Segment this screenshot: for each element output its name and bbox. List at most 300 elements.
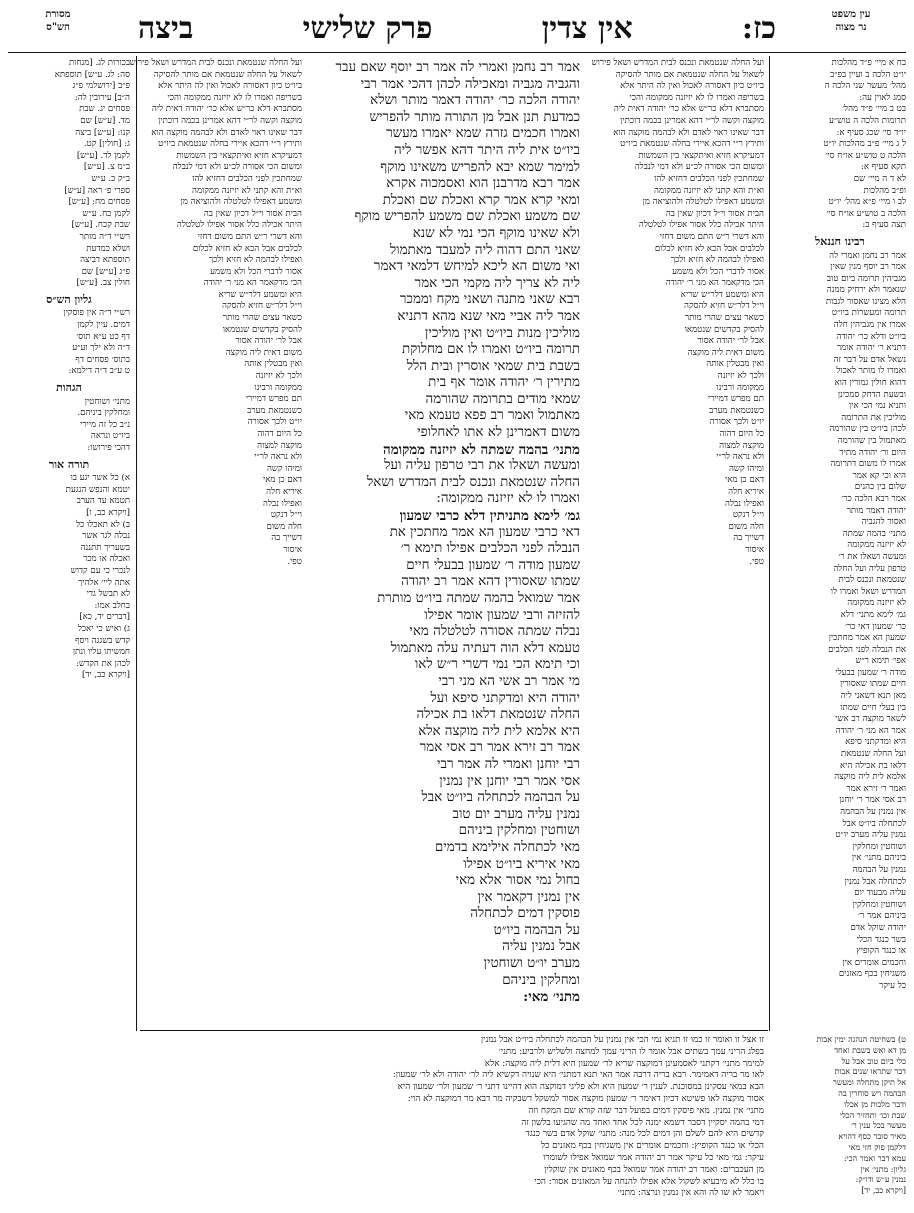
rashi-line: מסתברא דלא כר״ש אלא כר׳ יהודה דאית ליה bbox=[151, 104, 302, 115]
rashi-line: וי״ל דלר״ש חזיא להסקה bbox=[222, 301, 302, 312]
rabbenu-chananel-line: ואמר ר׳ זירא אמר bbox=[846, 783, 906, 794]
rabbenu-chananel-line: עליה מבעוד יום bbox=[854, 888, 906, 899]
ein-mishpat-line: ל ג מיי׳ פ״ב מהלכות יו״ט bbox=[823, 139, 906, 150]
gemara-line: על הבהמה ביו״ט bbox=[493, 922, 580, 938]
gemara-line: שמאי מודים בתרומה שהורמה bbox=[425, 391, 580, 407]
tosafot-line: ומשמע דאפילו לטלטלה ולהוציאה מן bbox=[642, 197, 764, 208]
gilyon-line: ט ע״ב ד״ה דילמא: bbox=[68, 366, 130, 377]
rabbenu-chananel-line: אמר רב נחמן ואמרי לה bbox=[829, 250, 906, 261]
rabbenu-chananel-line: נמנין על הבהמה bbox=[852, 864, 906, 875]
gemara-line: מערב יו״ט ושוחטין bbox=[483, 956, 580, 972]
rabbenu-chananel-line: ביו״ט ודלא כר׳ יהודה bbox=[836, 331, 906, 342]
rabbenu-chananel-line: שמעון הא אמר מחתכין bbox=[828, 633, 906, 644]
rashi-line: כל היום דהוה bbox=[257, 429, 302, 439]
gemara-line: ושוחטין ומחלקין ביניהם bbox=[458, 823, 580, 839]
header-rule bbox=[8, 52, 906, 53]
gemara-line: ואמרו חכמים גזרה שמא יאמרו מעשר bbox=[386, 126, 580, 142]
tosafot-line: ואפילו נבלה bbox=[725, 498, 764, 509]
ein-mishpat-line: תקא סעיף א: bbox=[861, 162, 906, 173]
ein-mishpat-line: יו״ד סי׳ שכג סעיף א: bbox=[836, 127, 906, 138]
gemara-line: בחול נמי אסור אלא מאי bbox=[455, 873, 580, 889]
gemara-line: מוליכין מנות ביו״ט ואין מוליכין bbox=[424, 325, 580, 341]
rabbenu-chananel-line: המדרש ושאל ואמרו לו bbox=[830, 586, 906, 597]
rabbenu-chananel-line: דלאו בת אכילה היא bbox=[839, 760, 906, 771]
rabbenu-chananel-line: ומעשה ושאלו את ר׳ bbox=[838, 551, 906, 562]
tosafot-line: אסור לדברי הכל ולא משמע bbox=[672, 266, 764, 277]
rabbenu-chananel-line: מגביהין תרומה ביום טוב bbox=[826, 273, 906, 284]
ein-mishpat-line: בט ב מיי׳ פ״ד מהל׳ bbox=[842, 104, 906, 115]
mesorat-line: פסחים יג. שבת bbox=[79, 104, 130, 115]
mesorat-line: ג: [חולין] קט. bbox=[83, 139, 130, 150]
gemara-line: להזיזה ורבי שמעון אומר אפילו bbox=[424, 607, 580, 623]
gemara-line: החלה שנטמאת דלאו בת אכילה bbox=[416, 707, 580, 723]
mesorat-line: פסחים מח: [ע״ש] bbox=[68, 197, 130, 208]
rabbenu-chananel-line: יהודה שוקל אדם bbox=[850, 922, 906, 933]
gemara-line: דאי כרבי שמעון הא אמר מחתכין את bbox=[389, 524, 580, 540]
ein-mishpat-line: מהל׳ מעשר שני הלכה ה bbox=[824, 81, 906, 92]
rashi-line: ותירץ ר״י דהכא איירי בחלה שנטמאת ביו״ט bbox=[158, 139, 302, 150]
gemara-line: והגביה מגביה ומאכילה לכהן דהכי אמר רבי bbox=[360, 76, 580, 92]
tractate-name: ביצה bbox=[138, 10, 194, 46]
rashi-line: משום דאית ליה מוקצה bbox=[225, 347, 302, 358]
bottom-commentary-line: קדשים היא להם לשלם והן דמים לכל מנה: מתני׳ שוקל אדם בשר כנגד bbox=[525, 1129, 764, 1140]
mesorat-line: מד. [ע״ש] שם bbox=[80, 115, 130, 126]
haggahot-heading: הגהות bbox=[56, 381, 82, 395]
ein-mishpat-line: תרומות הלכה ה טוש״ע bbox=[828, 115, 906, 126]
bottom-commentary bbox=[140, 1035, 764, 1207]
rashi-line: ביו״ט כיון דאסורה לאכול ואין לה היתר אלא bbox=[158, 81, 302, 92]
torah-or-line: [ויקרא כב, ו] bbox=[86, 507, 130, 518]
ein-mishpat-line: הלכה ב טוש״ע או״ח סי׳ bbox=[826, 208, 906, 219]
rashi-line: איריא חלה bbox=[266, 486, 302, 497]
bottom-commentary-line: בפלג הריני עמך בשתים אבל אומר לו הריני עמך למחצה ולשליש ולרביע: מתני׳ bbox=[498, 1046, 764, 1057]
torah-or-line: [ויקרא כב, יד] bbox=[81, 670, 130, 681]
hashas-label: הש"ס bbox=[46, 22, 70, 33]
gemara-line: אמר רב נחמן ואמרי לה אמר רב יוסף שאם עבר bbox=[335, 60, 580, 75]
gilyon-line: ד״ה ולא ילך וע״ע bbox=[72, 343, 130, 354]
rashi-line: ועל החלה שנטמאת ונכנס לבית המדרש ושאל פירוש bbox=[129, 58, 302, 68]
torah-or-line: לא תבשל גדי bbox=[86, 589, 130, 600]
gemara-line: אמר רב זירא אמר רב אסי אמר bbox=[419, 740, 580, 756]
rabbenu-chananel-line: ותניא נמי הכי אין bbox=[849, 401, 906, 412]
tosafot-line: היא ומשמע דלר״ש שריא bbox=[680, 289, 764, 300]
tosafot-line: שמחתכין לפני הכלבים דחזיא להו bbox=[654, 173, 764, 184]
gemara-line: שם משמע ואכלת שם משמע להפריש מוקף bbox=[354, 209, 580, 225]
gemara-line: מאי איריא ביו״ט אפילו bbox=[463, 856, 580, 872]
rabbenu-chananel-line: לכהן ביו״ט בין שהורמה bbox=[829, 424, 906, 435]
side-note-line: עמא דבר ואמר הכי: bbox=[843, 1153, 906, 1163]
tosafot-line: טפי. bbox=[749, 556, 764, 567]
tosafot-line: ולא נראה לר״י bbox=[716, 452, 764, 463]
torah-or-line: תטמא עד הערב bbox=[76, 496, 130, 507]
mesorat-line: ושלא כמדעת bbox=[86, 243, 130, 254]
tosafot-line: לשאול על החלה שנטמאת אם מותר להסיקה bbox=[615, 69, 764, 80]
bottom-side-notes bbox=[770, 1035, 906, 1207]
gemara-line: שאני התם דהוה ליה למעבד מאתמול bbox=[389, 242, 580, 258]
rabbenu-chananel-line: אין נמנין על הבהמה bbox=[840, 807, 906, 817]
torah-or-line: אתה ליי׳ אלהיך bbox=[78, 577, 130, 588]
tosafot-line: כשאר עצים שהרי מותר bbox=[684, 313, 764, 324]
rabbenu-chananel-line: שלום בין כהנים bbox=[854, 482, 906, 493]
gemara-line: על הבהמה לכתחלה ביו״ט אבל bbox=[421, 790, 580, 806]
gemara-line: פוסקין דמים לכתחלה bbox=[470, 906, 580, 922]
running-title bbox=[138, 8, 776, 48]
rabbenu-chananel-line: טרפון עליה ועל החלה bbox=[833, 563, 906, 574]
rabbenu-chananel-line: לא יזיזנה ממקומה bbox=[847, 540, 906, 551]
rabbenu-chananel-line: או כנגד הקופיץ bbox=[856, 946, 906, 957]
torah-or-line: יטמא והנפש הנגעת bbox=[65, 484, 130, 495]
rabbenu-chananel-line: אמרו לו משום דתרומה bbox=[830, 459, 906, 470]
rashi-line: אסור לדברי הכל ולא משמע bbox=[210, 266, 302, 277]
tosafot-line: מוקצה למצוה bbox=[719, 440, 764, 451]
mesorat-label: מסורת bbox=[45, 9, 71, 20]
gemara-line: למימר שמא יבא להפריש משאינו מוקף bbox=[380, 159, 580, 175]
bottom-rule bbox=[140, 1030, 768, 1031]
rashi-line: דשייך בה bbox=[271, 533, 302, 544]
gemara-line: אמר ליה אביי מאי שנא מהא דתניא bbox=[397, 308, 580, 324]
bottom-commentary-line: מן העכברים: ואמר רב יהודה אמר שמואל בכף מאזנים אין שוקלין bbox=[544, 1164, 764, 1175]
rabbenu-chananel-line: תרומה ומעשרות ביו״ט bbox=[831, 308, 906, 319]
side-note-line: אל תיקן מתחלה ומעשר bbox=[832, 1078, 906, 1088]
tosafot-line: בשריפה ואמרו לו לא יזיזנה ממקומה והכי bbox=[629, 92, 764, 103]
mesorat-line: חולין צב. [ע״ש] bbox=[76, 278, 130, 289]
gilyon-line: בתוס׳ פסחים דף bbox=[75, 354, 130, 365]
tosafot-line: לכלבים אבל הכא לא חזיא לכלום bbox=[654, 243, 764, 254]
rabbenu-chananel-line: וחכמים אומרים אין bbox=[842, 957, 906, 968]
gemara-line: שמתו שאסורין דהא אמר רב יהודה bbox=[401, 574, 580, 590]
tosafot-line: יו״ט ולכך אסורה bbox=[709, 417, 764, 428]
torah-or-heading: תורה אור bbox=[48, 457, 90, 471]
rabbenu-chananel-line: רב אסי אמר ר׳ יוחנן bbox=[839, 795, 906, 806]
column-rule-left bbox=[136, 56, 137, 1031]
ner-mitzvah-label: נר מצוה bbox=[835, 22, 867, 33]
rabbenu-chananel-line: היום ור׳ יהודה מתיר bbox=[839, 447, 906, 458]
gilyon-line: דף כט ע״א תוס׳ bbox=[76, 331, 130, 342]
rabbenu-chananel-line: לשאר מוקצה רב אשי bbox=[835, 714, 906, 725]
mesorat-line: ב״מ צ. [ע״ש] bbox=[83, 162, 130, 173]
gemara-main-text bbox=[316, 60, 580, 1006]
rashi-line: דבר שאינו ראוי לאדם ולא לבהמה מוקצה הוא bbox=[151, 127, 302, 138]
mesorat-line: ה״ב] עירובין לה: bbox=[74, 92, 130, 103]
side-note-line: ודבר מלכות מן אכלו bbox=[844, 1099, 906, 1109]
rabbenu-chananel-line: נמנין עליה מערב יו״ט bbox=[835, 830, 906, 841]
gemara-line: גמ׳ לימא מתניתין דלא כרבי שמעון bbox=[399, 508, 580, 525]
rabbenu-chananel-line: אמר רב יוסף מנין שאין bbox=[830, 262, 906, 273]
torah-or-line: לכהן את הקדש: bbox=[76, 658, 130, 669]
rabbenu-chananel-line: לכתחלה אבל נמנין bbox=[844, 876, 906, 887]
bottom-commentary-line: אסור מוקצה לאו פשיטא דכיון דאימר ר׳ שמעון מוקצה אסור למשקל דשבקיה מר דבא מר דמוקצה לא הוי: bbox=[407, 1093, 764, 1104]
rashi-line: ומשום הכי אסורה לכ״ע ולא דמי לנבלה bbox=[172, 162, 302, 173]
tosafot-line: ואפילו לבהמה לא חזיא ולכך bbox=[670, 255, 764, 266]
gemara-line: מתירין ר׳ יהודה אומר אף בית bbox=[428, 375, 580, 391]
tosafot-line: כל היום דהוה bbox=[719, 429, 764, 439]
gilyon-line: רש״י ד״ה אין פוסקין bbox=[63, 308, 130, 319]
gemara-line: תרומה ביו״ט ואמרו לו אם מחלוקת bbox=[401, 342, 580, 358]
rashi-line: ואפילו נבלה bbox=[263, 498, 302, 509]
tosafot-line: ואין מבטלין אותה bbox=[706, 359, 764, 370]
side-note-line: מעשר בכל ענין ר׳ bbox=[850, 1121, 906, 1131]
rashi-line: להסיק בקדשים שנטמאו bbox=[222, 324, 302, 335]
rashi-line: והא דשרי ר״ש התם משום דחזי bbox=[197, 231, 302, 242]
haggahot-line: נ״ב כל זה מיירי bbox=[79, 419, 130, 430]
ein-mishpat-line: לב ו מיי׳ פ״א מהל׳ יו״ט bbox=[828, 197, 906, 208]
ein-mishpat-heading bbox=[796, 8, 906, 34]
rashi-line: בשריפה ואמרו לו לא יזיזנה ממקומה והכי bbox=[167, 92, 302, 103]
bottom-commentary-line: עיקר: גמ׳ מאי כל עיקר אמר רב יהודה אמר שמואל אפילו לשומרו bbox=[543, 1152, 764, 1163]
ein-mishpat-line: לא ד ה מיי׳ שם bbox=[853, 173, 906, 184]
gemara-line: הנבלה לפני הכלבים אפילו תימא ר׳ bbox=[400, 541, 580, 557]
gemara-line: וכי תימא הכי נמי דשרי ר״ש לאו bbox=[414, 657, 580, 673]
side-note-line: כלי ביום טוב אבל על bbox=[841, 1056, 906, 1066]
rashi-line: הבית אסור וי״ל דכיון שאין בה bbox=[203, 208, 302, 219]
mesorat-line: פ״ב [ירושלמי פ״ג bbox=[72, 81, 130, 92]
tosafot-line: דאם כן מאי bbox=[724, 475, 764, 486]
tosafot-line: ועל החלה שנטמאת ונכנס לבית המדרש ושאל פירוש bbox=[591, 58, 764, 68]
rabbenu-chananel-line: דהוא חולין גמורין הוא bbox=[834, 378, 906, 389]
rashi-line: ומשמע דאפילו לטלטלה ולהוציאה מן bbox=[180, 197, 302, 208]
bottom-commentary-line: זו אצל זו ואומר זו כמו זו תניא נמי הכי אין נמנין על הבהמה לכתחלה ביו״ט אבל נמנין bbox=[480, 1035, 764, 1045]
ein-mishpat-column bbox=[774, 58, 906, 1028]
mesorat-line: בכורות לג. [מנחות bbox=[68, 58, 130, 68]
torah-or-line: א) כל אשר יגע בו bbox=[70, 473, 130, 484]
mesorat-line: לקמן לד. [ע״ש] bbox=[76, 150, 130, 161]
rabbenu-chananel-line: כל עיקר bbox=[879, 980, 906, 991]
tosafot-line: דשייך בה bbox=[733, 533, 764, 544]
rashi-line: חלה משום bbox=[266, 521, 302, 532]
rabbenu-chananel-line: בין בעלי חיים שמתו bbox=[840, 702, 906, 713]
rashi-line: ולא נראה לר״י bbox=[254, 452, 302, 463]
rashi-line: ולכך לא יזיזנה bbox=[255, 371, 302, 382]
bottom-commentary-line: לאו מר בריה דאמימר. רבא בריה דרבה אמר האי תנא דמתני׳ היא שנויה דקשיא ליה לר׳ יהודה ולא לר׳ שמעון: bbox=[392, 1070, 764, 1081]
tosafot-line: ומשום הכי אסורה לכ״ע ולא דמי לנבלה bbox=[634, 162, 764, 173]
gemara-line: נמנין עליה מערב יום טוב bbox=[452, 806, 580, 822]
bottom-commentary-line: למימר מתני׳ דקתני לאסמעינן דמוקצה שריא לר׳ שמעון היא דלית ליה מוקצה: אלא bbox=[484, 1058, 764, 1069]
rashi-line: יו״ט ולכך אסורה bbox=[247, 417, 302, 428]
tosafot-line: חלה משום bbox=[728, 521, 764, 532]
haggahot-line: דהכי פירושו: bbox=[87, 443, 130, 453]
rabbenu-chananel-line: משגיחין בכף מאזנים bbox=[838, 969, 906, 980]
rashi-line: איסור bbox=[283, 544, 302, 555]
gemara-line: שמעון מודה ר׳ שמעון בבעלי חיים bbox=[406, 557, 580, 573]
bottom-commentary-line: בו כלל לא מיבעיא לשקול אלא אפילו להנחה על המאזנים אסור: הכי bbox=[534, 1176, 764, 1187]
gemara-line: מתני׳ מאי: bbox=[523, 989, 580, 1006]
rashi-line: מוקצה למצוה bbox=[257, 440, 302, 451]
rabbenu-chananel-line: בשר כנגד הכלי bbox=[856, 934, 906, 945]
gemara-line: רבי יוחנן ואמרי לה אמר רבי bbox=[436, 756, 580, 772]
folio-number: כז: bbox=[741, 10, 776, 46]
gemara-line: מאי לכתחלה אילימא בדמים bbox=[434, 839, 580, 855]
column-rule-right bbox=[769, 56, 770, 1031]
haggahot-line: מתני׳ ושוחטין bbox=[84, 396, 130, 407]
page-header bbox=[8, 6, 906, 52]
mesorat-line: פ״ג [ע״ש] שם bbox=[81, 266, 130, 277]
tosafot-line: וא״ת והא קתני לא יזיזנה ממקומה bbox=[654, 185, 764, 196]
gemara-line: יהודה היא ומדקתני סיפא ועל bbox=[430, 690, 580, 706]
rashi-line: ממקומה ורבינו bbox=[254, 382, 302, 393]
rabbenu-chananel-line: מתני׳ בהמה שמתה bbox=[842, 528, 906, 539]
gemara-line: מתני׳ בהמה שמתה לא יזיזנה ממקומה bbox=[383, 441, 580, 458]
gemara-line: טעמא דלא הוה דעתיה עלה מאתמול bbox=[390, 640, 580, 656]
gemara-line: אסי אמר רבי יוחנן אין נמנין bbox=[439, 773, 580, 789]
rashi-line: היתר אכילה כלל אסור אפילו לטלטלה bbox=[176, 220, 302, 231]
gemara-line: רבא שאני מתנה ושאני מקח וממכר bbox=[399, 292, 580, 308]
rabbenu-chananel-line: ושוחטין ומחלקין bbox=[852, 841, 906, 852]
torah-or-line: קדש בשגגה ויסף bbox=[75, 635, 130, 646]
tosafot-line: איסור bbox=[745, 544, 764, 555]
mesorat-line: קנו: [ע״ש] ביצה bbox=[75, 127, 130, 138]
rashi-line: כשאר עצים שהרי מותר bbox=[222, 313, 302, 324]
rashi-line: וי״ל דנקט bbox=[270, 510, 302, 521]
gemara-line: ואמרו לו לא יזיזנה ממקומה: bbox=[436, 491, 580, 507]
rabbenu-chananel-line: ביניהם מתני׳ אין bbox=[851, 853, 906, 864]
ein-mishpat-label: עין משפט bbox=[831, 9, 871, 20]
gemara-line: ומאי קרא אמר קרא ואכלת שם ואכלת bbox=[382, 192, 580, 208]
side-note-line: גליון: מתני׳ אין bbox=[860, 1164, 906, 1174]
bottom-commentary-line: הכלי או כנגד הקופיץ: וחכמים אומרים אין משגיחין בכף מאזנים כל bbox=[540, 1141, 764, 1152]
torah-or-line: בחלב אמו: bbox=[94, 600, 130, 611]
tosafot-line: איריא חלה bbox=[728, 486, 764, 497]
rashi-line: דמעיקרא חזיא ואיתקצאי בין השמשות bbox=[176, 150, 302, 161]
side-note-line: ט) בשחיטה הנהגה ימין אבות bbox=[816, 1035, 906, 1044]
torah-or-line: נבלה לגר אשר bbox=[82, 531, 130, 542]
rashi-line: כשנטמאת מערב bbox=[247, 405, 302, 416]
side-note-line: דלקמן פוק חזי מאי bbox=[848, 1142, 906, 1152]
chapter-title: אין צדין bbox=[541, 10, 633, 46]
rabbenu-chananel-line: ביניהם אמר ר׳ bbox=[858, 911, 906, 922]
gilyon-hashas-heading: גליון הש״ס bbox=[46, 292, 92, 306]
rashi-line: ומיהו קשה bbox=[266, 463, 302, 474]
gemara-line: יהודה הלכה כר׳ יהודה דאמר מותר ושלא bbox=[370, 93, 580, 109]
tosafot-line: והא דשרי ר״ש התם משום דחזי bbox=[659, 231, 764, 242]
rashi-line: ואפילו לבהמה לא חזיא ולכך bbox=[208, 255, 302, 266]
side-note-line: מאיר סובר כסף דהויא bbox=[838, 1132, 906, 1142]
chapter-number: פרק שלישי bbox=[302, 10, 433, 46]
bottom-commentary-line: דמי בהמה יסקיין דסבר דשמא ימנה לכל אחד ואחד מה שהגיעו בלשון זה bbox=[521, 1117, 764, 1128]
rashi-line: לשאול על החלה שנטמאת אם מותר להסיקה bbox=[153, 69, 302, 80]
tosafot-line: היתר אכילה כלל אסור אפילו לטלטלה bbox=[638, 220, 764, 231]
rabbenu-chananel-line: אמרו אין מגביהין חלה bbox=[833, 320, 906, 331]
tosafot-line: להסיק בקדשים שנטמאו bbox=[684, 324, 764, 335]
rashi-line: לכלבים אבל הכא לא חזיא לכלום bbox=[192, 243, 302, 254]
tosafot-line: משום דאית ליה מוקצה bbox=[687, 347, 764, 358]
rabbenu-chananel-line: ואמרו לו מותר לאכול bbox=[836, 366, 906, 377]
rabbenu-chananel-line: לא יזיזנה ממקומה bbox=[847, 598, 906, 609]
ein-mishpat-line: יו״ט הלכה ב ועיין בפ״ב bbox=[830, 69, 906, 80]
rabbenu-chananel-line: ואסור להגביה bbox=[861, 517, 906, 528]
rabbenu-chananel-line: נשאל אדם על דבר זה bbox=[833, 354, 906, 365]
torah-or-line: לנכרי כי עם קדוש bbox=[70, 565, 130, 576]
rabbenu-chananel-line: ועל החלה שנטמאת bbox=[840, 749, 906, 760]
tosafot-line: דבר שאינו ראוי לאדם ולא לבהמה מוקצה הוא bbox=[613, 127, 764, 138]
tosafot-line: אבל לר׳ יהודה אסור bbox=[697, 336, 764, 347]
tosafot-line: ממקומה ורבינו bbox=[716, 382, 764, 393]
rabbenu-chananel-heading: רבינו חננאל bbox=[815, 234, 865, 248]
torah-or-line: [דברים יד, כא] bbox=[79, 612, 130, 623]
rabbenu-chananel-line: מוליכין את התרומה bbox=[841, 412, 906, 423]
rashi-line: היא ומשמע דלר״ש שריא bbox=[218, 289, 302, 300]
rabbenu-chananel-line: ושוחטין ומחלקין bbox=[852, 899, 906, 910]
torah-or-line: ואכלה או מכר bbox=[83, 554, 130, 565]
rabbenu-chananel-line: את הנבלה לפני הכלבים bbox=[828, 644, 906, 655]
gemara-line: החלה שנטמאת ונכנס לבית המדרש ושאל bbox=[367, 474, 580, 490]
rabbenu-chananel-line: יהודה דאמר מותר bbox=[846, 505, 906, 516]
gemara-line: ומחלקין ביניהם bbox=[502, 972, 580, 988]
tosafot-line: וי״ל דנקט bbox=[732, 510, 764, 521]
mesorat-column bbox=[8, 58, 130, 1028]
tosafot-line: ותירץ ר״י דהכא איירי בחלה שנטמאת ביו״ט bbox=[620, 139, 764, 150]
tosafot-line: ומיהו קשה bbox=[728, 463, 764, 474]
side-note-line: שבת וכו׳ ותחזיר הכלי bbox=[839, 1110, 906, 1120]
rashi-line: הכי מדקאמר הא מני ר׳ יהודה bbox=[203, 278, 302, 289]
side-note-line: נמנין ע״ש ודו״ק: bbox=[855, 1175, 906, 1185]
haggahot-line: ומחלקין ביניהם. bbox=[77, 408, 130, 419]
torah-or-line: בשעריך תתננה bbox=[80, 542, 130, 553]
rashi-line: שמחתכין לפני הכלבים דחזיא להו bbox=[192, 173, 302, 184]
rabbenu-chananel-line: גמ׳ לימא מתני׳ דלא bbox=[840, 609, 906, 620]
rabbenu-chananel-line: אמר הא מני ר׳ יהודה bbox=[835, 725, 906, 736]
gemara-line: ומעשה ושאלו את רבי טרפון עליה ועל bbox=[384, 458, 580, 474]
bottom-commentary-line: הבא במאי עסקינן במסוכנת. לענין ר׳ שמעון היא ולא פליגי דמוקצה הוא דהיינו דתני ר׳ שמעון ולר׳ שמעון היא bbox=[397, 1082, 764, 1093]
gemara-line: ביו״ט אית ליה היתר דהא אפשר ליה bbox=[393, 142, 580, 158]
rashi-line: תם מפרש דמיירי bbox=[245, 394, 302, 405]
mesorat-line: ב״ק כ. ע״ש bbox=[91, 173, 130, 184]
side-note-line: הבהמה ויש סוחרין בה bbox=[838, 1088, 906, 1098]
rabbenu-chananel-line: אלמא לית ליה מוקצה bbox=[834, 772, 906, 783]
tosafot-line: מוקצה וקשה לר״י דהא אמרינן בכמה דוכתין bbox=[620, 115, 764, 126]
rashi-line: טפי. bbox=[287, 556, 302, 567]
rabbenu-chananel-line: חיים שמתו שאסורין bbox=[839, 679, 906, 690]
rabbenu-chananel-line: שנאמר ולא ירחיק ממנה bbox=[826, 285, 906, 296]
mesorat-line: ספרי פ׳ ראה [ע״ש] bbox=[64, 185, 130, 196]
tosafot-line: הכי מדקאמר הא מני ר׳ יהודה bbox=[665, 278, 764, 289]
gemara-line: אבל נמנין עליה bbox=[502, 939, 580, 955]
rashi-line: וא״ת והא קתני לא יזיזנה ממקומה bbox=[192, 185, 302, 196]
tosafot-line: כשנטמאת מערב bbox=[709, 405, 764, 416]
tosafot-line: ביו״ט כיון דאסורה לאכול ואין לה היתר אלא bbox=[620, 81, 764, 92]
ein-mishpat-line: ופ״ב מהלכות bbox=[863, 185, 906, 196]
tosafot-line: הבית אסור וי״ל דכיון שאין בה bbox=[665, 208, 764, 219]
tosafot-line: תם מפרש דמיירי bbox=[707, 394, 764, 405]
gemara-line: אין נמנין דקאמר אין bbox=[477, 889, 580, 905]
mesorat-line: לקמן כח. ע״ש bbox=[82, 208, 130, 219]
rabbenu-chananel-line: כר׳ שמעון דאי כר׳ bbox=[845, 621, 906, 632]
ein-mishpat-line: תצה סעיף ב: bbox=[862, 220, 906, 231]
rabbenu-chananel-line: דתניא ר׳ יהודה אומר bbox=[836, 343, 906, 354]
rashi-line: דאם כן מאי bbox=[262, 475, 302, 486]
gemara-line: כמדעת תנן אבל מן התורה מותר להפריש bbox=[369, 109, 580, 125]
bottom-commentary-line: מתני׳ אין נמנין. מאי פיסקין דמים בפועל דבר שזה קורא שם המקח וזה bbox=[528, 1105, 764, 1116]
haggahot-line: ביו״ט ונראה bbox=[90, 431, 130, 442]
rabbenu-chananel-line: מאתמול בין שהורמה bbox=[837, 436, 906, 446]
rabbenu-chananel-line: היא ומדקתני סיפא bbox=[845, 737, 906, 748]
mesorat-line: רש״י ד״ה מותר bbox=[79, 231, 130, 242]
gemara-line: ואי משום הא ליכא למיחש דלמאי דאמר bbox=[373, 259, 580, 275]
side-note-line: דבר שתראו שנים אבות bbox=[834, 1067, 906, 1077]
gemara-line: משום דאמרינן לא אתו לאחלופי bbox=[417, 425, 580, 441]
gemara-line: בשבת בית שמאי אוסרין ובית הלל bbox=[406, 358, 580, 374]
ein-mishpat-line: הלכה ט טוש״ע או״ח סי׳ bbox=[825, 150, 906, 161]
rashi-line: אבל לר׳ יהודה אסור bbox=[235, 336, 302, 347]
gemara-line: אמר שמואל בהמה שמתה ביו״ט מותרת bbox=[377, 591, 580, 606]
ein-mishpat-line: בח א מיי׳ פ״ד מהלכות bbox=[831, 58, 906, 68]
gemara-line: נבלה שמתה אסורה לטלטלה מאי bbox=[409, 624, 580, 640]
torah-or-line: חמשיתו עליו ונתן bbox=[72, 647, 130, 658]
gemara-line: היא אלמא לית ליה מוקצה אלא bbox=[418, 723, 580, 739]
torah-or-line: ב) לא תאכלו כל bbox=[76, 519, 130, 530]
gemara-line: ולא שאינו מוקף הכי נמי לא שנא bbox=[412, 225, 580, 241]
rashi-line: מוקצה וקשה לר״י דהא אמרינן בכמה דוכתין bbox=[158, 115, 302, 126]
rabbenu-chananel-line: ובשעת הדחק סמכינן bbox=[837, 389, 906, 400]
